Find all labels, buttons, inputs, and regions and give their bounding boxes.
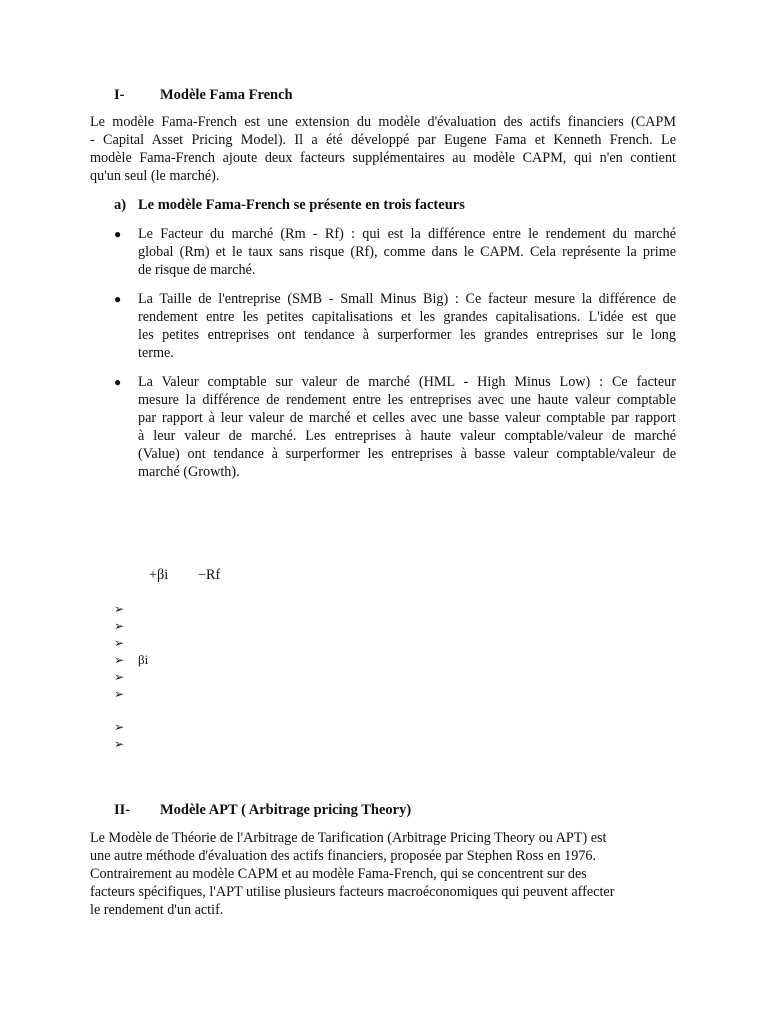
section-2-title: Modèle APT ( Arbitrage pricing Theory) bbox=[160, 802, 412, 818]
bullet-line: marché (Growth). bbox=[138, 464, 240, 480]
bullet-line: à leur valeur de marché. Les entreprises à haute valeur comptable/valeur de marché bbox=[138, 428, 676, 444]
bullet-dot-icon: ● bbox=[114, 375, 122, 389]
arrow-bullet-icon: ➢ bbox=[114, 687, 125, 701]
bullet-line: par rapport à leur valeur de marché et celles avec une basse valeur comptable par rapport bbox=[138, 410, 676, 426]
intro-line: qu'un seul (le marché). bbox=[90, 168, 220, 184]
subheading-letter: a) bbox=[114, 197, 127, 213]
formula-beta: +βi bbox=[149, 567, 169, 583]
bullet-line: de risque de marché. bbox=[138, 262, 256, 278]
section-1-intro bbox=[90, 113, 676, 185]
intro-line: - Capital Asset Pricing Model). Il a été développé par Eugene Fama et Kenneth French. Le bbox=[90, 132, 676, 148]
arrow-bullet-icon: ➢ bbox=[114, 720, 125, 734]
arrow-bullet-icon: ➢ bbox=[114, 737, 125, 751]
intro-line: modèle Fama-French ajoute deux facteurs supplémentaires au modèle CAPM, qui n'en contient bbox=[90, 150, 676, 166]
arrow-bullet-icon: ➢ bbox=[114, 602, 125, 616]
bullet-line: mesure la différence de rendement entre les entreprises avec une haute valeur comptable bbox=[138, 392, 676, 408]
apt-line: Contrairement au modèle CAPM et au modèle Fama-French, qui se concentrent sur des bbox=[90, 866, 587, 882]
bullet-line: (Value) ont tendance à surperformer les entreprises à basse valeur comptable/valeur de bbox=[138, 446, 676, 462]
apt-line: une autre méthode d'évaluation des actifs financiers, proposée par Stephen Ross en 1976. bbox=[90, 848, 597, 864]
section-1-number: I- bbox=[114, 87, 125, 103]
arrow-list-item bbox=[114, 617, 138, 634]
apt-line: Le Modèle de Théorie de l'Arbitrage de Tarification (Arbitrage Pricing Theory ou APT) est bbox=[90, 830, 607, 846]
arrow-list-item bbox=[114, 735, 138, 752]
apt-line: facteurs spécifiques, l'APT utilise plusieurs facteurs macroéconomiques qui peuvent affecter bbox=[90, 884, 615, 900]
bullet-line: les petites entreprises ont tendance à surperformer les grandes entreprises sur le long bbox=[138, 327, 676, 343]
bullet-line: global (Rm) et le taux sans risque (Rf), comme dans le CAPM. Cela représente la prime bbox=[138, 244, 676, 260]
arrow-bullet-icon: ➢ bbox=[114, 636, 125, 650]
bullet-dot-icon: ● bbox=[114, 292, 122, 306]
bullet-line: Le Facteur du marché (Rm - Rf) : qui est la différence entre le rendement du marché bbox=[138, 226, 676, 242]
section-2-number: II- bbox=[114, 802, 131, 818]
section-2-paragraph bbox=[90, 829, 690, 919]
arrow-bullet-icon: ➢ bbox=[114, 619, 125, 633]
bullet-line: rendement entre les petites capitalisations et les grandes capitalisations. L'idée est que bbox=[138, 309, 676, 325]
intro-line: Le modèle Fama-French est une extension du modèle d'évaluation des actifs financiers (CAPM bbox=[90, 114, 676, 130]
bullet-line: La Taille de l'entreprise (SMB - Small Minus Big) : Ce facteur mesure la différence de bbox=[138, 291, 676, 307]
arrow-list-item bbox=[114, 718, 138, 735]
arrow-list-item bbox=[114, 651, 148, 668]
arrow-item-text: βi bbox=[138, 652, 149, 667]
arrow-list-item bbox=[114, 668, 138, 685]
arrow-list-item bbox=[114, 634, 138, 651]
arrow-bullet-icon: ➢ bbox=[114, 670, 125, 684]
apt-line: le rendement d'un actif. bbox=[90, 902, 224, 918]
bullet-line: terme. bbox=[138, 345, 174, 361]
section-1-title: Modèle Fama French bbox=[160, 87, 293, 103]
section-2-heading bbox=[114, 801, 411, 819]
formula-rf: −Rf bbox=[198, 567, 221, 583]
section-1-heading bbox=[114, 86, 293, 104]
arrow-list-item bbox=[114, 600, 138, 617]
bullet-size-factor bbox=[114, 290, 676, 362]
bullet-line: La Valeur comptable sur valeur de marché (HML - High Minus Low) : Ce facteur bbox=[138, 374, 676, 390]
arrow-bullet-icon: ➢ bbox=[114, 653, 125, 667]
bullet-market-factor bbox=[114, 225, 676, 279]
arrow-list-item bbox=[114, 685, 138, 702]
bullet-dot-icon: ● bbox=[114, 227, 122, 241]
subheading-a bbox=[114, 196, 465, 214]
subheading-text: Le modèle Fama-French se présente en trois facteurs bbox=[138, 197, 465, 213]
bullet-value-factor bbox=[114, 373, 676, 481]
